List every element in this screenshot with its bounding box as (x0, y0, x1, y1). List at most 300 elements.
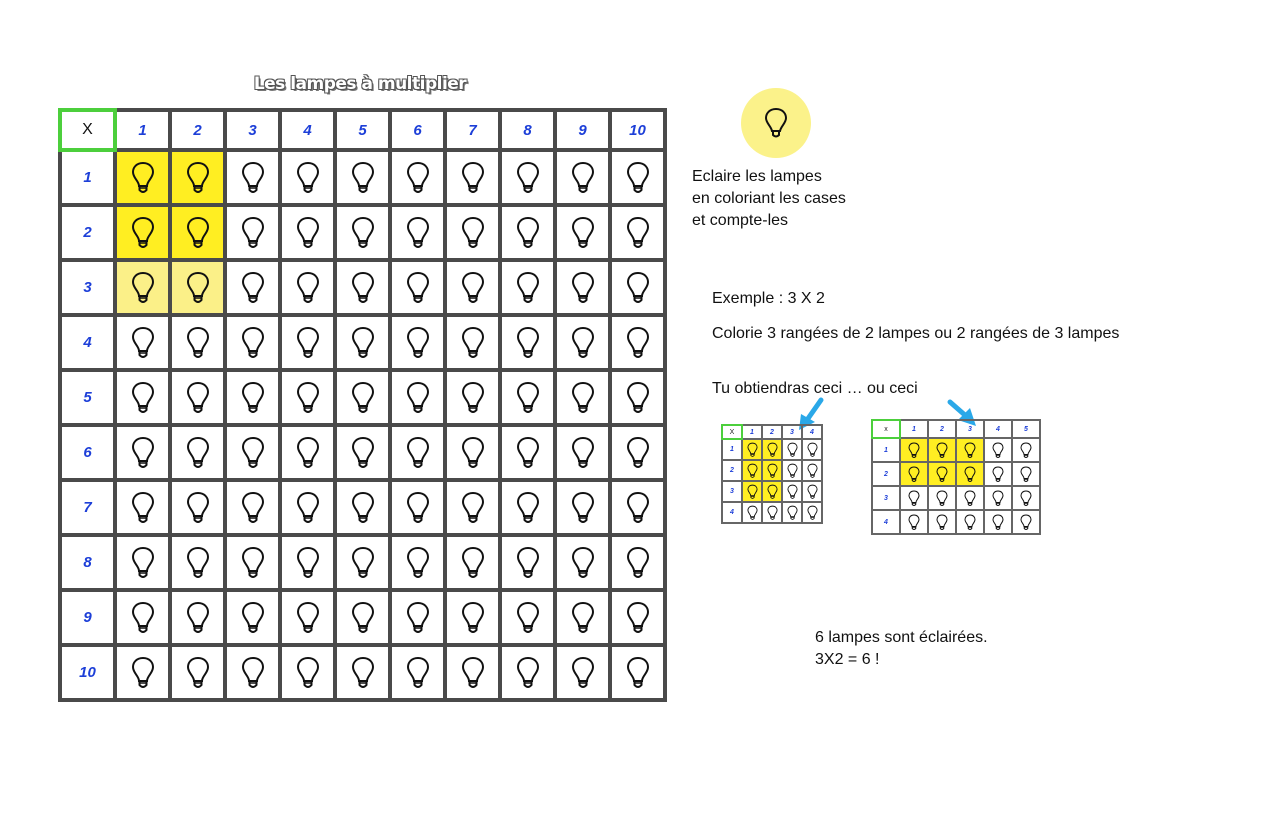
column-header: 3 (782, 425, 802, 439)
lamp-cell[interactable] (225, 150, 280, 205)
column-header: 9 (555, 110, 610, 150)
lamp-cell[interactable] (115, 370, 170, 425)
lightbulb-icon (767, 484, 778, 500)
lightbulb-icon (908, 442, 920, 459)
lamp-cell[interactable] (445, 535, 500, 590)
lightbulb-icon (1020, 514, 1032, 531)
lamp-cell[interactable] (445, 150, 500, 205)
lightbulb-icon (807, 463, 818, 479)
lightbulb-icon (241, 381, 265, 415)
lightbulb-icon (186, 436, 210, 470)
lamp-cell[interactable] (335, 150, 390, 205)
lightbulb-icon (241, 161, 265, 195)
lamp-cell[interactable] (610, 315, 665, 370)
row-header: 4 (60, 315, 115, 370)
lightbulb-icon (626, 491, 650, 525)
lamp-cell[interactable] (170, 315, 225, 370)
lightbulb-icon (787, 463, 798, 479)
lamp-cell[interactable] (390, 370, 445, 425)
lamp-cell[interactable] (900, 510, 928, 534)
lightbulb-icon (571, 601, 595, 635)
grid-row (60, 370, 665, 425)
lightbulb-icon (571, 161, 595, 195)
lamp-cell[interactable] (500, 205, 555, 260)
corner-cell: x (872, 420, 900, 438)
lamp-cell[interactable] (500, 425, 555, 480)
grid-row (60, 590, 665, 645)
lightbulb-icon (296, 491, 320, 525)
lamp-cell[interactable] (280, 425, 335, 480)
lamp-cell[interactable] (555, 480, 610, 535)
row-header: 3 (722, 481, 742, 502)
column-header: 1 (900, 420, 928, 438)
lightbulb-icon (747, 484, 758, 500)
lightbulb-icon (787, 505, 798, 521)
lightbulb-icon (461, 656, 485, 690)
lightbulb-icon (908, 514, 920, 531)
lamp-cell[interactable] (610, 205, 665, 260)
grid-row (722, 502, 822, 523)
grid-row (872, 438, 1040, 462)
lightbulb-icon (571, 271, 595, 305)
lightbulb-icon (516, 326, 540, 360)
column-header: 7 (445, 110, 500, 150)
lamp-cell[interactable] (610, 535, 665, 590)
lightbulb-icon (131, 271, 155, 305)
lamp-cell[interactable] (610, 425, 665, 480)
lightbulb-icon (767, 442, 778, 458)
lightbulb-icon (241, 601, 265, 635)
grid-row (722, 460, 822, 481)
lamp-cell[interactable] (390, 425, 445, 480)
lamp-cell[interactable] (390, 480, 445, 535)
lightbulb-icon (992, 490, 1004, 507)
row-header: 2 (722, 460, 742, 481)
lightbulb-icon (936, 490, 948, 507)
instruction-line-2: en coloriant les cases (692, 190, 846, 207)
instruction-line-3: et compte-les (692, 212, 789, 229)
lightbulb-icon (516, 271, 540, 305)
lightbulb-icon (807, 442, 818, 458)
lightbulb-icon (131, 161, 155, 195)
lightbulb-icon (296, 656, 320, 690)
example-grid-2x3 (871, 419, 1041, 535)
lamp-legend (741, 88, 811, 158)
lamp-cell[interactable] (335, 315, 390, 370)
lamp-cell[interactable] (900, 438, 928, 462)
row-header: 4 (722, 502, 742, 523)
lamp-cell[interactable] (170, 535, 225, 590)
lightbulb-icon (747, 442, 758, 458)
lamp-cell[interactable] (335, 590, 390, 645)
lightbulb-icon (296, 271, 320, 305)
lamp-cell[interactable] (445, 315, 500, 370)
lamp-cell[interactable] (555, 260, 610, 315)
lightbulb-icon (516, 601, 540, 635)
lamp-cell[interactable] (500, 315, 555, 370)
lightbulb-icon (936, 514, 948, 531)
lamp-cell[interactable] (390, 590, 445, 645)
lightbulb-icon (787, 484, 798, 500)
lightbulb-icon (571, 656, 595, 690)
lightbulb-icon (626, 381, 650, 415)
lamp-cell[interactable] (115, 260, 170, 315)
lightbulb-icon (461, 216, 485, 250)
lamp-cell[interactable] (782, 439, 802, 460)
lightbulb-icon (186, 161, 210, 195)
example-result-intro: Tu obtiendras ceci … ou ceci (712, 380, 918, 397)
lightbulb-icon (964, 490, 976, 507)
lamp-cell[interactable] (115, 535, 170, 590)
lamp-cell[interactable] (335, 205, 390, 260)
lightbulb-icon (626, 656, 650, 690)
lamp-cell[interactable] (390, 535, 445, 590)
lamp-cell[interactable] (928, 462, 956, 486)
lamp-cell[interactable] (225, 205, 280, 260)
lamp-cell[interactable] (610, 370, 665, 425)
lightbulb-icon (131, 216, 155, 250)
lamp-cell[interactable] (555, 425, 610, 480)
lamp-cell[interactable] (900, 486, 928, 510)
column-header: 5 (1012, 420, 1040, 438)
lamp-cell[interactable] (390, 205, 445, 260)
header-row (60, 110, 665, 150)
lightbulb-icon (461, 436, 485, 470)
lamp-cell[interactable] (1012, 438, 1040, 462)
lamp-cell[interactable] (335, 425, 390, 480)
lamp-cell[interactable] (762, 460, 782, 481)
lightbulb-icon (406, 216, 430, 250)
lightbulb-icon (516, 491, 540, 525)
lamp-cell[interactable] (335, 370, 390, 425)
lamp-cell[interactable] (956, 486, 984, 510)
lightbulb-icon (241, 216, 265, 250)
lamp-cell[interactable] (984, 438, 1012, 462)
lamp-cell[interactable] (500, 260, 555, 315)
lightbulb-icon (767, 505, 778, 521)
row-header: 3 (60, 260, 115, 315)
column-header: 10 (610, 110, 665, 150)
lamp-cell[interactable] (984, 486, 1012, 510)
lamp-cell[interactable] (500, 370, 555, 425)
lightbulb-icon (241, 326, 265, 360)
lightbulb-icon (241, 271, 265, 305)
lightbulb-icon (992, 514, 1004, 531)
lightbulb-icon (296, 161, 320, 195)
lightbulb-icon (764, 107, 788, 139)
lightbulb-icon (186, 491, 210, 525)
example-title: Exemple : 3 X 2 (712, 290, 825, 307)
lightbulb-icon (767, 463, 778, 479)
lamp-cell[interactable] (555, 315, 610, 370)
lamp-cell[interactable] (445, 480, 500, 535)
lamp-cell[interactable] (555, 205, 610, 260)
lightbulb-icon (936, 466, 948, 483)
lightbulb-icon (936, 442, 948, 459)
lamp-cell[interactable] (170, 260, 225, 315)
lightbulb-icon (186, 271, 210, 305)
lamp-cell[interactable] (115, 425, 170, 480)
lamp-cell[interactable] (225, 425, 280, 480)
lamp-cell[interactable] (500, 480, 555, 535)
lightbulb-icon (571, 326, 595, 360)
lamp-cell[interactable] (170, 480, 225, 535)
lightbulb-icon (747, 463, 758, 479)
lamp-cell[interactable] (225, 590, 280, 645)
lamp-cell[interactable] (115, 590, 170, 645)
lightbulb-icon (571, 381, 595, 415)
lamp-cell[interactable] (610, 590, 665, 645)
lightbulb-icon (626, 546, 650, 580)
lightbulb-icon (186, 381, 210, 415)
column-header: 2 (170, 110, 225, 150)
lightbulb-icon (296, 216, 320, 250)
header-row (722, 425, 822, 439)
lamp-cell[interactable] (225, 535, 280, 590)
lamp-cell[interactable] (742, 481, 762, 502)
grid-row (872, 462, 1040, 486)
lamp-cell[interactable] (390, 150, 445, 205)
lamp-cell[interactable] (115, 150, 170, 205)
grid-row (60, 480, 665, 535)
lamp-cell[interactable] (555, 590, 610, 645)
lamp-cell[interactable] (335, 645, 390, 700)
lamp-cell[interactable] (225, 370, 280, 425)
lamp-cell[interactable] (170, 645, 225, 700)
lamp-cell[interactable] (762, 481, 782, 502)
lamp-cell[interactable] (115, 315, 170, 370)
lamp-cell[interactable] (610, 645, 665, 700)
row-header: 6 (60, 425, 115, 480)
lamp-cell[interactable] (555, 645, 610, 700)
lightbulb-icon (964, 442, 976, 459)
lamp-cell[interactable] (280, 260, 335, 315)
column-header: 2 (928, 420, 956, 438)
lamp-cell[interactable] (956, 462, 984, 486)
lamp-cell[interactable] (742, 439, 762, 460)
lamp-cell[interactable] (280, 150, 335, 205)
lamp-cell[interactable] (280, 590, 335, 645)
lightbulb-icon (296, 601, 320, 635)
lightbulb-icon (516, 436, 540, 470)
lightbulb-icon (1020, 490, 1032, 507)
lamp-cell[interactable] (115, 205, 170, 260)
grid-row (60, 645, 665, 700)
lightbulb-icon (516, 381, 540, 415)
column-header: 4 (280, 110, 335, 150)
column-header: 1 (742, 425, 762, 439)
lightbulb-icon (241, 656, 265, 690)
lamp-cell[interactable] (390, 315, 445, 370)
lamp-cell[interactable] (280, 370, 335, 425)
lightbulb-icon (992, 442, 1004, 459)
header-row (872, 420, 1040, 438)
lamp-cell[interactable] (782, 481, 802, 502)
lamp-cell[interactable] (115, 645, 170, 700)
lamp-cell[interactable] (445, 645, 500, 700)
lightbulb-icon (351, 326, 375, 360)
lightbulb-icon (516, 656, 540, 690)
lamp-cell[interactable] (170, 425, 225, 480)
lightbulb-icon (406, 381, 430, 415)
lamp-cell[interactable] (445, 260, 500, 315)
lamp-cell[interactable] (802, 460, 822, 481)
lamp-cell[interactable] (335, 480, 390, 535)
row-header: 4 (872, 510, 900, 534)
lamp-cell[interactable] (984, 462, 1012, 486)
column-header: 5 (335, 110, 390, 150)
lightbulb-icon (964, 514, 976, 531)
lamp-cell[interactable] (170, 590, 225, 645)
lightbulb-icon (787, 442, 798, 458)
lamp-cell[interactable] (1012, 486, 1040, 510)
lamp-cell[interactable] (900, 462, 928, 486)
lamp-cell[interactable] (500, 535, 555, 590)
lamp-cell[interactable] (335, 535, 390, 590)
lightbulb-icon (186, 546, 210, 580)
lightbulb-icon (351, 271, 375, 305)
lamp-cell[interactable] (170, 370, 225, 425)
lightbulb-icon (296, 546, 320, 580)
lightbulb-icon (131, 546, 155, 580)
lamp-cell[interactable] (928, 438, 956, 462)
grid-row (60, 205, 665, 260)
lamp-cell[interactable] (928, 486, 956, 510)
lightbulb-icon (351, 436, 375, 470)
lamp-cell[interactable] (500, 645, 555, 700)
conclusion-line-1: 6 lampes sont éclairées. (815, 629, 988, 646)
lamp-cell[interactable] (225, 260, 280, 315)
row-header: 8 (60, 535, 115, 590)
row-header: 2 (872, 462, 900, 486)
column-header: 2 (762, 425, 782, 439)
lightbulb-icon (626, 326, 650, 360)
column-header: 3 (225, 110, 280, 150)
lamp-cell[interactable] (445, 370, 500, 425)
lamp-cell[interactable] (742, 502, 762, 523)
lamp-cell[interactable] (170, 205, 225, 260)
lightbulb-icon (131, 601, 155, 635)
lamp-cell[interactable] (280, 315, 335, 370)
lightbulb-icon (461, 601, 485, 635)
lamp-cell[interactable] (225, 645, 280, 700)
lamp-cell[interactable] (500, 150, 555, 205)
lamp-cell[interactable] (225, 480, 280, 535)
lightbulb-icon (296, 326, 320, 360)
lightbulb-icon (406, 161, 430, 195)
lightbulb-icon (351, 161, 375, 195)
lightbulb-icon (461, 491, 485, 525)
lightbulb-icon (626, 216, 650, 250)
grid-row (60, 535, 665, 590)
lightbulb-icon (1020, 466, 1032, 483)
column-header: 3 (956, 420, 984, 438)
lamp-cell[interactable] (984, 510, 1012, 534)
lamp-cell[interactable] (956, 438, 984, 462)
lightbulb-icon (406, 436, 430, 470)
lamp-cell[interactable] (555, 370, 610, 425)
lamp-cell[interactable] (390, 260, 445, 315)
lamp-cell[interactable] (802, 439, 822, 460)
lightbulb-icon (461, 271, 485, 305)
lightbulb-icon (351, 601, 375, 635)
lightbulb-icon (186, 601, 210, 635)
lamp-cell[interactable] (280, 480, 335, 535)
lightbulb-icon (406, 271, 430, 305)
lightbulb-icon (186, 216, 210, 250)
conclusion-line-2: 3X2 = 6 ! (815, 651, 880, 668)
lamp-cell[interactable] (335, 260, 390, 315)
lamp-cell[interactable] (390, 645, 445, 700)
lamp-cell[interactable] (280, 645, 335, 700)
lamp-cell[interactable] (280, 205, 335, 260)
lamp-cell[interactable] (782, 502, 802, 523)
lamp-cell[interactable] (280, 535, 335, 590)
lightbulb-icon (351, 381, 375, 415)
lightbulb-icon (296, 381, 320, 415)
row-header: 2 (60, 205, 115, 260)
lamp-cell[interactable] (802, 502, 822, 523)
lamp-cell[interactable] (115, 480, 170, 535)
column-header: 4 (984, 420, 1012, 438)
lightbulb-icon (241, 436, 265, 470)
lightbulb-icon (516, 546, 540, 580)
example-description: Colorie 3 rangées de 2 lampes ou 2 rangées de 3 lampes (712, 325, 1120, 342)
lamp-cell[interactable] (1012, 462, 1040, 486)
lamp-cell[interactable] (445, 205, 500, 260)
grid-row (872, 510, 1040, 534)
lightbulb-icon (241, 546, 265, 580)
grid-row (872, 486, 1040, 510)
lamp-cell[interactable] (802, 481, 822, 502)
lamp-cell[interactable] (956, 510, 984, 534)
lightbulb-icon (461, 546, 485, 580)
lightbulb-icon (351, 656, 375, 690)
lightbulb-icon (964, 466, 976, 483)
lightbulb-icon (461, 161, 485, 195)
lamp-cell[interactable] (500, 590, 555, 645)
row-header: 1 (60, 150, 115, 205)
lightbulb-icon (626, 271, 650, 305)
lightbulb-icon (908, 466, 920, 483)
lamp-cell[interactable] (782, 460, 802, 481)
lamp-cell[interactable] (170, 150, 225, 205)
lamp-cell[interactable] (762, 502, 782, 523)
lamp-cell[interactable] (742, 460, 762, 481)
lamp-cell[interactable] (610, 150, 665, 205)
grid-row (60, 150, 665, 205)
corner-cell: X (60, 110, 115, 150)
lamp-cell[interactable] (610, 480, 665, 535)
row-header: 10 (60, 645, 115, 700)
grid-row (60, 260, 665, 315)
lightbulb-icon (516, 161, 540, 195)
lamp-cell[interactable] (928, 510, 956, 534)
row-header: 1 (722, 439, 742, 460)
lamp-cell[interactable] (445, 425, 500, 480)
lamp-cell[interactable] (610, 260, 665, 315)
row-header: 9 (60, 590, 115, 645)
lamp-cell[interactable] (555, 535, 610, 590)
lamp-cell[interactable] (445, 590, 500, 645)
lamp-cell[interactable] (762, 439, 782, 460)
lightbulb-icon (406, 546, 430, 580)
lamp-cell[interactable] (225, 315, 280, 370)
lamp-cell[interactable] (555, 150, 610, 205)
lightbulb-icon (351, 216, 375, 250)
lamp-cell[interactable] (1012, 510, 1040, 534)
lightbulb-icon (626, 436, 650, 470)
